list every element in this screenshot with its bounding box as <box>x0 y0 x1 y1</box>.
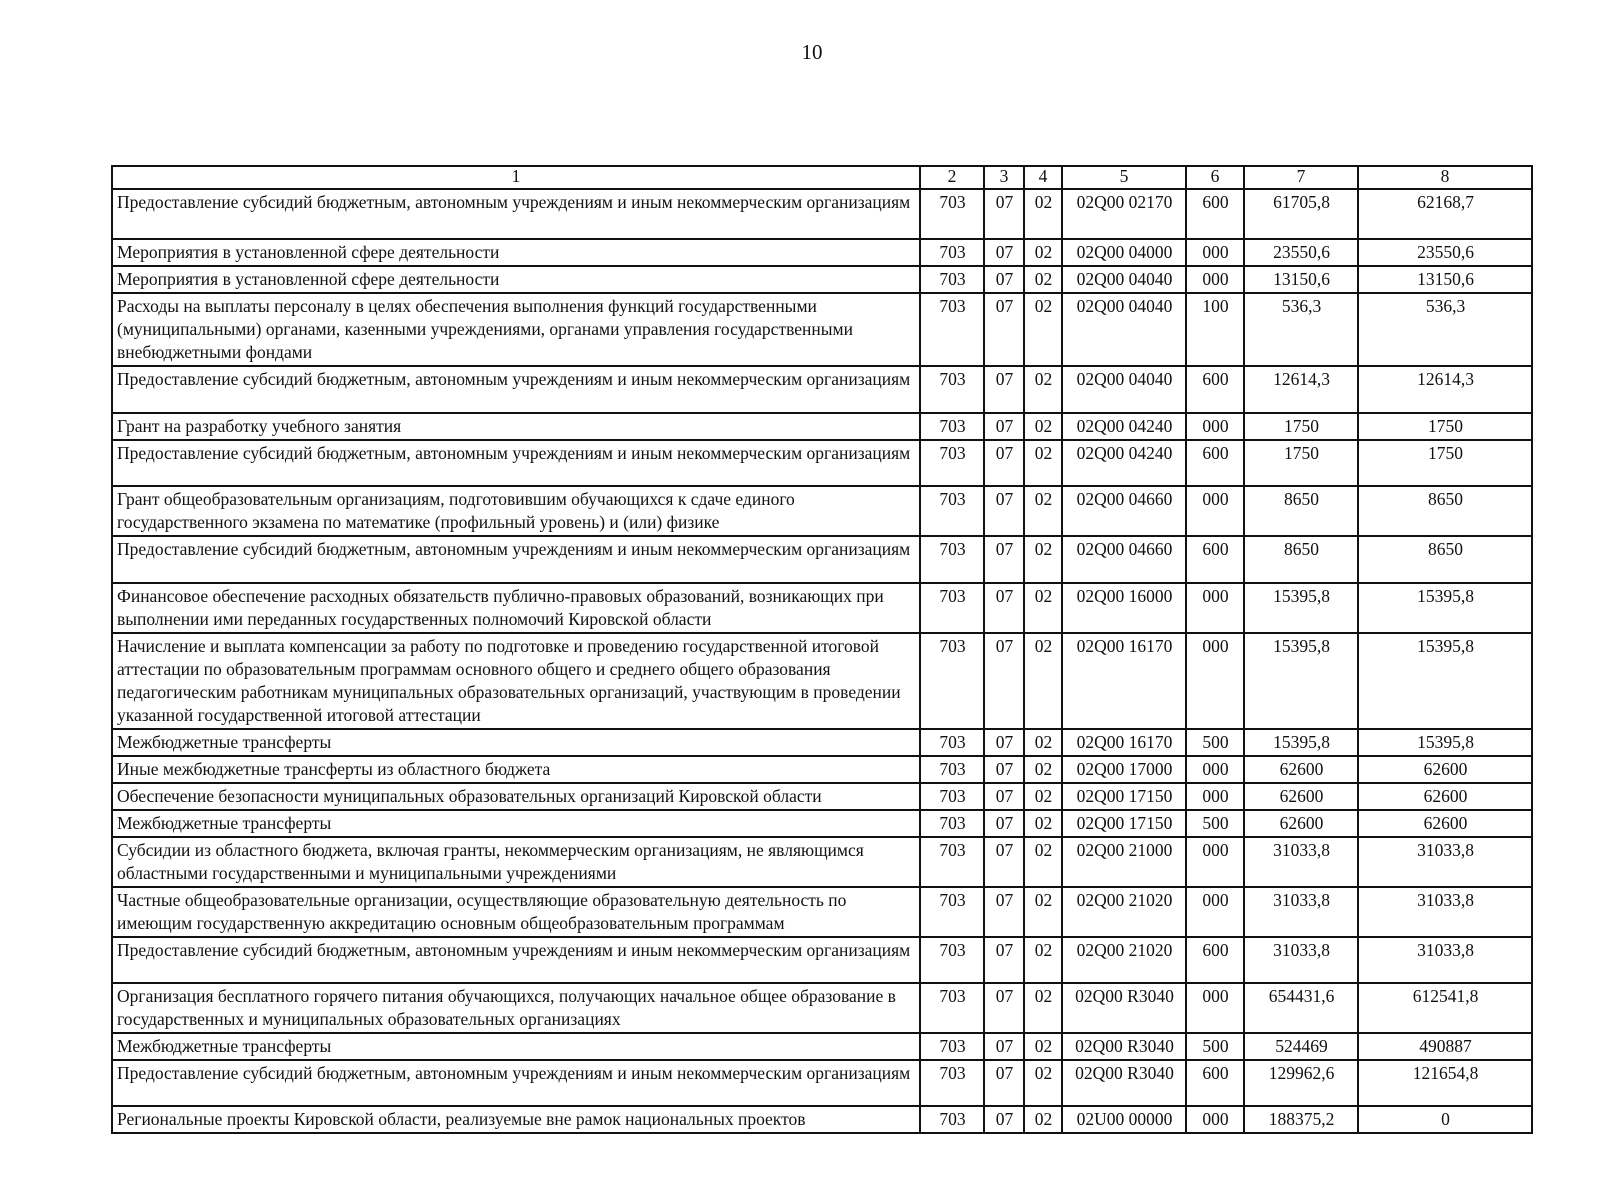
row-code: 02Q00 04240 <box>1062 440 1186 486</box>
row-col-4: 02 <box>1024 239 1062 266</box>
column-header: 8 <box>1358 166 1532 189</box>
row-value-7: 188375,2 <box>1244 1106 1358 1133</box>
row-col-4: 02 <box>1024 1033 1062 1060</box>
row-name: Предоставление субсидий бюджетным, автономным учреждениям и иным некоммерческим организациям <box>112 937 920 983</box>
row-name: Мероприятия в установленной сфере деятельности <box>112 266 920 293</box>
row-code: 02Q00 R3040 <box>1062 983 1186 1033</box>
row-code: 02Q00 21000 <box>1062 837 1186 887</box>
row-value-8: 15395,8 <box>1358 729 1532 756</box>
table-row <box>112 583 1532 633</box>
row-col-2: 703 <box>920 837 984 887</box>
row-col-2: 703 <box>920 756 984 783</box>
row-col-6: 600 <box>1186 937 1244 983</box>
row-value-8: 612541,8 <box>1358 983 1532 1033</box>
row-col-4: 02 <box>1024 266 1062 293</box>
row-value-7: 13150,6 <box>1244 266 1358 293</box>
row-col-2: 703 <box>920 887 984 937</box>
row-col-2: 703 <box>920 633 984 729</box>
row-col-3: 07 <box>984 583 1024 633</box>
row-col-2: 703 <box>920 366 984 413</box>
row-code: 02Q00 17000 <box>1062 756 1186 783</box>
row-value-7: 62600 <box>1244 783 1358 810</box>
row-name: Межбюджетные трансферты <box>112 729 920 756</box>
row-code: 02Q00 04660 <box>1062 486 1186 536</box>
row-col-4: 02 <box>1024 937 1062 983</box>
row-value-7: 129962,6 <box>1244 1060 1358 1106</box>
row-col-3: 07 <box>984 266 1024 293</box>
row-name: Предоставление субсидий бюджетным, автономным учреждениям и иным некоммерческим организациям <box>112 366 920 413</box>
row-value-7: 1750 <box>1244 413 1358 440</box>
row-col-2: 703 <box>920 293 984 366</box>
row-name: Финансовое обеспечение расходных обязательств публично-правовых образований, возникающих при выполнении ими переданных государственных полномочий Кировской области <box>112 583 920 633</box>
table-row <box>112 1033 1532 1060</box>
row-name: Межбюджетные трансферты <box>112 810 920 837</box>
table-row <box>112 189 1532 239</box>
row-col-4: 02 <box>1024 983 1062 1033</box>
row-name: Начисление и выплата компенсации за работу по подготовке и проведению государственной итоговой аттестации по образовательным программам основного общего и среднего общего образования педагогическим работникам муниципальных образовательных организаций, участвующим в проведении указанной государственной итоговой аттестации <box>112 633 920 729</box>
row-name: Частные общеобразовательные организации, осуществляющие образовательную деятельность по имеющим государственную аккредитацию основным общеобразовательным программам <box>112 887 920 937</box>
row-col-6: 000 <box>1186 413 1244 440</box>
row-col-2: 703 <box>920 1060 984 1106</box>
table-row <box>112 756 1532 783</box>
row-code: 02Q00 16000 <box>1062 583 1186 633</box>
column-header: 7 <box>1244 166 1358 189</box>
row-value-7: 31033,8 <box>1244 887 1358 937</box>
row-col-3: 07 <box>984 366 1024 413</box>
table-row <box>112 413 1532 440</box>
row-col-6: 000 <box>1186 486 1244 536</box>
row-col-3: 07 <box>984 413 1024 440</box>
row-col-4: 02 <box>1024 1106 1062 1133</box>
row-code: 02U00 00000 <box>1062 1106 1186 1133</box>
row-value-8: 536,3 <box>1358 293 1532 366</box>
row-col-2: 703 <box>920 983 984 1033</box>
row-code: 02Q00 16170 <box>1062 729 1186 756</box>
row-name: Предоставление субсидий бюджетным, автономным учреждениям и иным некоммерческим организациям <box>112 440 920 486</box>
row-col-2: 703 <box>920 189 984 239</box>
row-value-7: 15395,8 <box>1244 583 1358 633</box>
row-col-2: 703 <box>920 1106 984 1133</box>
row-col-2: 703 <box>920 486 984 536</box>
row-value-8: 1750 <box>1358 440 1532 486</box>
row-code: 02Q00 04040 <box>1062 266 1186 293</box>
row-code: 02Q00 17150 <box>1062 783 1186 810</box>
row-name: Грант на разработку учебного занятия <box>112 413 920 440</box>
column-header: 5 <box>1062 166 1186 189</box>
row-col-4: 02 <box>1024 756 1062 783</box>
row-col-6: 000 <box>1186 266 1244 293</box>
table-row <box>112 937 1532 983</box>
row-name: Предоставление субсидий бюджетным, автономным учреждениям и иным некоммерческим организациям <box>112 1060 920 1106</box>
row-col-2: 703 <box>920 413 984 440</box>
row-col-2: 703 <box>920 239 984 266</box>
column-header: 2 <box>920 166 984 189</box>
row-col-2: 703 <box>920 810 984 837</box>
row-value-8: 15395,8 <box>1358 633 1532 729</box>
table-row <box>112 486 1532 536</box>
row-value-8: 8650 <box>1358 486 1532 536</box>
row-col-3: 07 <box>984 887 1024 937</box>
table-row <box>112 729 1532 756</box>
row-col-6: 600 <box>1186 440 1244 486</box>
row-col-6: 000 <box>1186 887 1244 937</box>
row-col-4: 02 <box>1024 413 1062 440</box>
table-row <box>112 440 1532 486</box>
row-name: Субсидии из областного бюджета, включая гранты, некоммерческим организациям, не являющимся областными государственными и муниципальными учреждениями <box>112 837 920 887</box>
row-col-4: 02 <box>1024 189 1062 239</box>
table-row <box>112 783 1532 810</box>
row-col-3: 07 <box>984 239 1024 266</box>
row-value-7: 12614,3 <box>1244 366 1358 413</box>
row-value-7: 1750 <box>1244 440 1358 486</box>
table-row <box>112 887 1532 937</box>
row-code: 02Q00 21020 <box>1062 937 1186 983</box>
row-value-8: 0 <box>1358 1106 1532 1133</box>
table-row <box>112 536 1532 583</box>
row-col-2: 703 <box>920 440 984 486</box>
row-col-6: 100 <box>1186 293 1244 366</box>
row-name: Предоставление субсидий бюджетным, автономным учреждениям и иным некоммерческим организациям <box>112 189 920 239</box>
row-code: 02Q00 R3040 <box>1062 1033 1186 1060</box>
row-col-3: 07 <box>984 756 1024 783</box>
row-code: 02Q00 02170 <box>1062 189 1186 239</box>
table-row <box>112 293 1532 366</box>
row-value-7: 31033,8 <box>1244 937 1358 983</box>
row-value-7: 654431,6 <box>1244 983 1358 1033</box>
row-col-3: 07 <box>984 810 1024 837</box>
row-code: 02Q00 04660 <box>1062 536 1186 583</box>
row-col-3: 07 <box>984 1060 1024 1106</box>
row-col-4: 02 <box>1024 633 1062 729</box>
row-code: 02Q00 R3040 <box>1062 1060 1186 1106</box>
row-name: Предоставление субсидий бюджетным, автономным учреждениям и иным некоммерческим организациям <box>112 536 920 583</box>
row-col-6: 600 <box>1186 366 1244 413</box>
row-value-8: 62600 <box>1358 783 1532 810</box>
row-col-2: 703 <box>920 729 984 756</box>
table-row <box>112 983 1532 1033</box>
row-col-2: 703 <box>920 266 984 293</box>
row-col-3: 07 <box>984 783 1024 810</box>
row-value-8: 62600 <box>1358 756 1532 783</box>
row-col-3: 07 <box>984 983 1024 1033</box>
row-col-4: 02 <box>1024 729 1062 756</box>
row-col-6: 000 <box>1186 239 1244 266</box>
row-code: 02Q00 17150 <box>1062 810 1186 837</box>
row-col-2: 703 <box>920 783 984 810</box>
column-header: 3 <box>984 166 1024 189</box>
row-value-7: 23550,6 <box>1244 239 1358 266</box>
row-col-2: 703 <box>920 937 984 983</box>
row-value-8: 490887 <box>1358 1033 1532 1060</box>
row-col-6: 000 <box>1186 1106 1244 1133</box>
row-col-3: 07 <box>984 536 1024 583</box>
row-col-4: 02 <box>1024 837 1062 887</box>
row-col-4: 02 <box>1024 810 1062 837</box>
row-col-3: 07 <box>984 837 1024 887</box>
row-code: 02Q00 04040 <box>1062 293 1186 366</box>
row-value-8: 31033,8 <box>1358 887 1532 937</box>
table-header-row <box>112 166 1532 189</box>
row-col-6: 600 <box>1186 1060 1244 1106</box>
table-row <box>112 266 1532 293</box>
row-col-3: 07 <box>984 937 1024 983</box>
row-col-4: 02 <box>1024 486 1062 536</box>
row-value-7: 62600 <box>1244 810 1358 837</box>
page-number: 10 <box>801 40 823 64</box>
row-col-6: 000 <box>1186 756 1244 783</box>
table-row <box>112 366 1532 413</box>
row-col-6: 000 <box>1186 837 1244 887</box>
row-value-7: 8650 <box>1244 536 1358 583</box>
row-name: Грант общеобразовательным организациям, подготовившим обучающихся к сдаче единого государственного экзамена по математике (профильный уровень) и (или) физике <box>112 486 920 536</box>
row-col-4: 02 <box>1024 887 1062 937</box>
row-col-3: 07 <box>984 293 1024 366</box>
row-value-8: 8650 <box>1358 536 1532 583</box>
row-name: Мероприятия в установленной сфере деятельности <box>112 239 920 266</box>
row-value-7: 61705,8 <box>1244 189 1358 239</box>
row-value-8: 1750 <box>1358 413 1532 440</box>
column-header: 1 <box>112 166 920 189</box>
row-code: 02Q00 04240 <box>1062 413 1186 440</box>
row-name: Региональные проекты Кировской области, реализуемые вне рамок национальных проектов <box>112 1106 920 1133</box>
row-col-6: 000 <box>1186 983 1244 1033</box>
row-col-3: 07 <box>984 633 1024 729</box>
row-name: Иные межбюджетные трансферты из областного бюджета <box>112 756 920 783</box>
row-value-7: 31033,8 <box>1244 837 1358 887</box>
row-value-8: 13150,6 <box>1358 266 1532 293</box>
row-value-8: 62168,7 <box>1358 189 1532 239</box>
row-code: 02Q00 21020 <box>1062 887 1186 937</box>
row-col-3: 07 <box>984 1106 1024 1133</box>
budget-table <box>111 165 1533 1134</box>
row-col-4: 02 <box>1024 366 1062 413</box>
row-value-7: 15395,8 <box>1244 729 1358 756</box>
column-header: 6 <box>1186 166 1244 189</box>
row-col-3: 07 <box>984 440 1024 486</box>
row-col-6: 500 <box>1186 1033 1244 1060</box>
row-col-6: 000 <box>1186 783 1244 810</box>
row-col-6: 500 <box>1186 729 1244 756</box>
row-value-7: 524469 <box>1244 1033 1358 1060</box>
row-value-8: 31033,8 <box>1358 937 1532 983</box>
row-name: Организация бесплатного горячего питания обучающихся, получающих начальное общее образование в государственных и муниципальных образовательных организациях <box>112 983 920 1033</box>
row-code: 02Q00 04040 <box>1062 366 1186 413</box>
row-col-4: 02 <box>1024 783 1062 810</box>
table-row <box>112 837 1532 887</box>
row-col-6: 600 <box>1186 536 1244 583</box>
table-row <box>112 633 1532 729</box>
row-name: Межбюджетные трансферты <box>112 1033 920 1060</box>
table-row <box>112 810 1532 837</box>
row-col-4: 02 <box>1024 1060 1062 1106</box>
row-value-8: 12614,3 <box>1358 366 1532 413</box>
row-value-8: 121654,8 <box>1358 1060 1532 1106</box>
row-col-2: 703 <box>920 536 984 583</box>
row-value-7: 8650 <box>1244 486 1358 536</box>
table-row <box>112 1060 1532 1106</box>
row-name: Обеспечение безопасности муниципальных образовательных организаций Кировской области <box>112 783 920 810</box>
row-col-3: 07 <box>984 1033 1024 1060</box>
row-value-7: 536,3 <box>1244 293 1358 366</box>
table-row <box>112 1106 1532 1133</box>
row-col-3: 07 <box>984 729 1024 756</box>
row-name: Расходы на выплаты персоналу в целях обеспечения выполнения функций государственными (муниципальными) органами, казенными учреждениями, органами управления государственными внебюджетными фондами <box>112 293 920 366</box>
row-value-8: 31033,8 <box>1358 837 1532 887</box>
row-col-4: 02 <box>1024 536 1062 583</box>
row-col-6: 000 <box>1186 633 1244 729</box>
row-col-6: 600 <box>1186 189 1244 239</box>
row-col-4: 02 <box>1024 583 1062 633</box>
row-value-8: 62600 <box>1358 810 1532 837</box>
row-col-6: 000 <box>1186 583 1244 633</box>
row-value-8: 23550,6 <box>1358 239 1532 266</box>
row-value-7: 62600 <box>1244 756 1358 783</box>
row-code: 02Q00 04000 <box>1062 239 1186 266</box>
row-col-4: 02 <box>1024 293 1062 366</box>
column-header: 4 <box>1024 166 1062 189</box>
row-col-3: 07 <box>984 486 1024 536</box>
row-value-7: 15395,8 <box>1244 633 1358 729</box>
row-col-2: 703 <box>920 583 984 633</box>
row-col-4: 02 <box>1024 440 1062 486</box>
row-value-8: 15395,8 <box>1358 583 1532 633</box>
table-row <box>112 239 1532 266</box>
row-code: 02Q00 16170 <box>1062 633 1186 729</box>
row-col-6: 500 <box>1186 810 1244 837</box>
row-col-3: 07 <box>984 189 1024 239</box>
row-col-2: 703 <box>920 1033 984 1060</box>
